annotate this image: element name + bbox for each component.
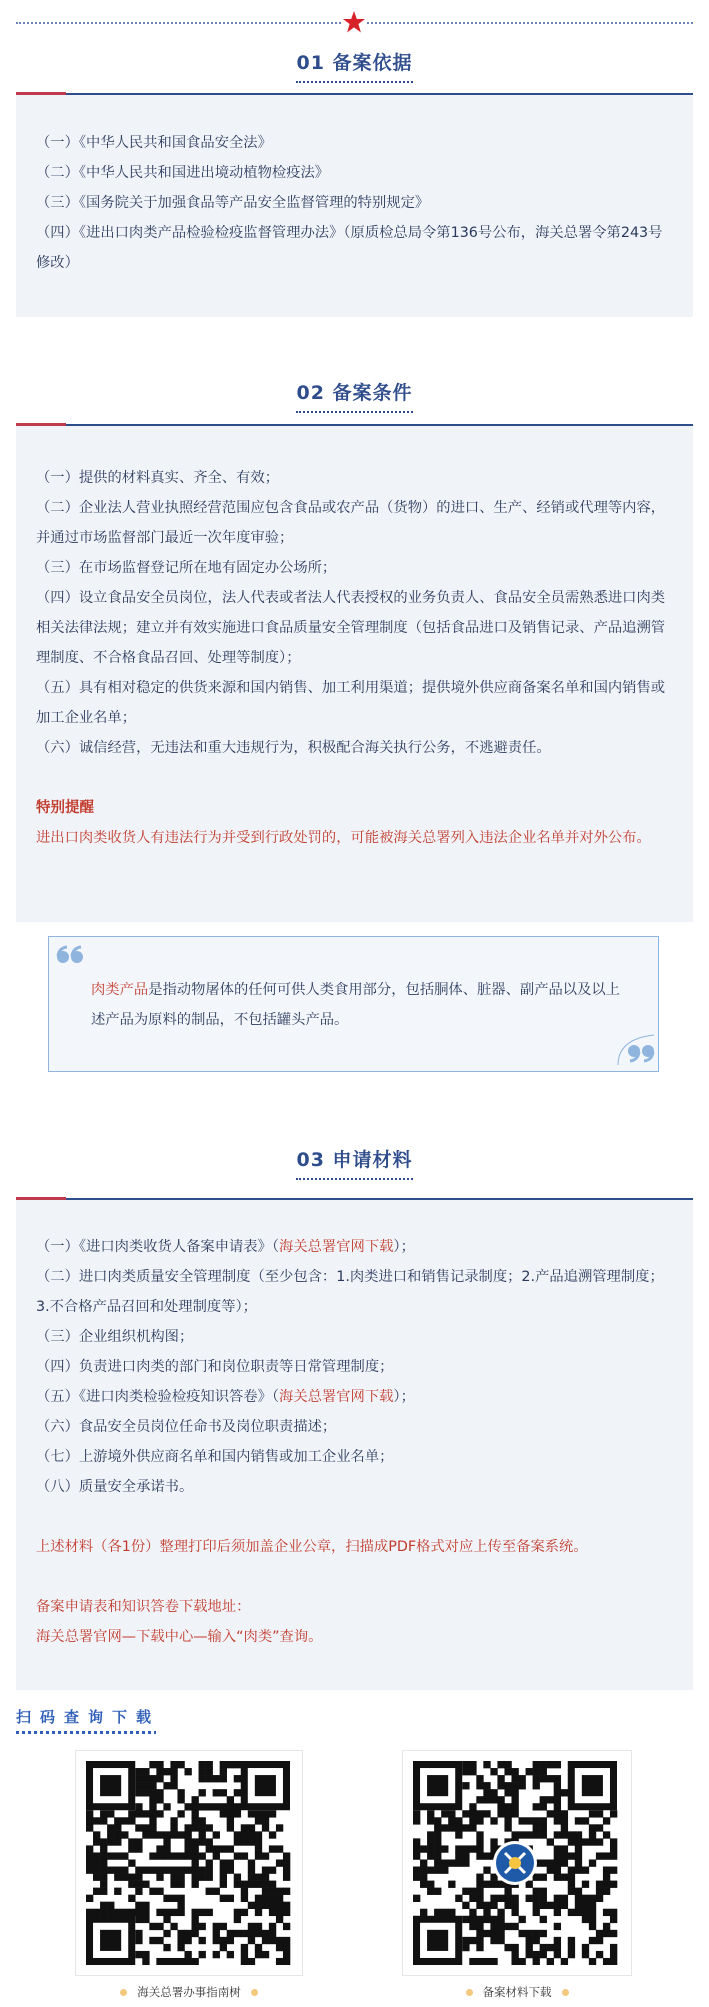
qr-code-guide[interactable] [75, 1750, 303, 1976]
dot-icon [466, 1989, 473, 1996]
scan-header: 扫码查询下载 [16, 1706, 160, 1734]
list-item: （四）《进出口肉类产品检验检疫监督管理办法》（原质检总局令第136号公布，海关总署令第243号修改） [36, 225, 663, 271]
section2-title: 02 备案条件 [0, 378, 709, 413]
section1-panel [16, 95, 693, 317]
list-item: （四）负责进口肉类的部门和岗位职责等日常管理制度； [36, 1359, 394, 1375]
open-quote-icon [55, 945, 85, 969]
list-item: （三）在市场监督登记所在地有固定办公场所； [36, 560, 337, 576]
close-quote-icon [616, 1031, 656, 1069]
dot-icon [251, 1989, 258, 1996]
list-item: （二）企业法人营业执照经营范围应包含食品或农产品（货物）的进口、生产、经销或代理等内容，并通过市场监督部门最近一次年度审验； [36, 500, 666, 546]
definition-text: 肉类产品是指动物屠体的任何可供人类食用部分，包括胴体、脏器、副产品以及以上述产品为原料的制品，不包括罐头产品。 [91, 982, 620, 1028]
list-item: （三）企业组织机构图； [36, 1329, 194, 1345]
section2-panel [16, 426, 693, 922]
list-item: （二）《中华人民共和国进出境动植物检疫法》 [36, 165, 330, 181]
list-item: （六）诚信经营，无违法和重大违规行为，积极配合海关执行公务，不逃避责任。 [36, 740, 551, 756]
scan-underline [16, 1731, 156, 1734]
list-item: （四）设立食品安全员岗位，法人代表或者法人代表授权的业务负责人、食品安全员需熟悉进口肉类相关法律法规；建立并有效实施进口食品质量安全管理制度（包括食品进口及销售记录、产品追溯管理制度、不合格食品召回、处理等制度）； [36, 590, 666, 666]
list-item: （一）提供的材料真实、齐全、有效； [36, 470, 280, 486]
dot-icon [120, 1989, 127, 1996]
section2-list [16, 463, 693, 853]
star-icon [342, 10, 366, 34]
section1-list [16, 128, 693, 278]
section3-title: 03 申请材料 [0, 1145, 709, 1180]
section3-panel [16, 1200, 693, 1690]
definition-quote-box [48, 936, 659, 1072]
special-reminder-text: 进出口肉类收货人有违法行为并受到行政处罚的，可能被海关总署列入违法企业名单并对外公布。 [36, 830, 651, 846]
qr-code-materials[interactable] [402, 1750, 632, 1976]
list-item: （五）具有相对稳定的供货来源和国内销售、加工利用渠道；提供境外供应商备案名单和国内销售或加工企业名单； [36, 680, 666, 726]
list-item: （三）《国务院关于加强食品等产品安全监督管理的特别规定》 [36, 195, 430, 211]
download-link[interactable]: 海关总署官网下载 [279, 1389, 394, 1405]
materials-note: 上述材料（各1份）整理打印后须加盖企业公章，扫描成PDF格式对应上传至备案系统。 [36, 1539, 588, 1555]
list-item: （一）《进口肉类收货人备案申请表》（海关总署官网下载）； [36, 1239, 415, 1255]
section1-title: 01 备案依据 [0, 48, 709, 83]
qr-caption-left: 海关总署办事指南树 [69, 1984, 309, 2000]
qr-caption-right: 备案材料下载 [397, 1984, 637, 2000]
section3-list [16, 1232, 693, 1652]
download-link[interactable]: 海关总署官网下载 [279, 1239, 394, 1255]
download-address-label: 备案申请表和知识答卷下载地址： [36, 1599, 251, 1615]
list-item: （七）上游境外供应商名单和国内销售或加工企业名单； [36, 1449, 394, 1465]
list-item: （五）《进口肉类检验检疫知识答卷》（海关总署官网下载）； [36, 1389, 415, 1405]
download-address-path: 海关总署官网—下载中心—输入“肉类”查询。 [36, 1629, 323, 1645]
list-item: （六）食品安全员岗位任命书及岗位职责描述； [36, 1419, 337, 1435]
list-item: （一）《中华人民共和国食品安全法》 [36, 135, 272, 151]
dot-icon [562, 1989, 569, 1996]
list-item: （八）质量安全承诺书。 [36, 1479, 194, 1495]
list-item: （二）进口肉类质量安全管理制度（至少包含：1.肉类进口和销售记录制度；2.产品追溯管理制度；3.不合格产品召回和处理制度等）； [36, 1269, 664, 1315]
special-reminder-title: 特别提醒 [36, 800, 94, 816]
